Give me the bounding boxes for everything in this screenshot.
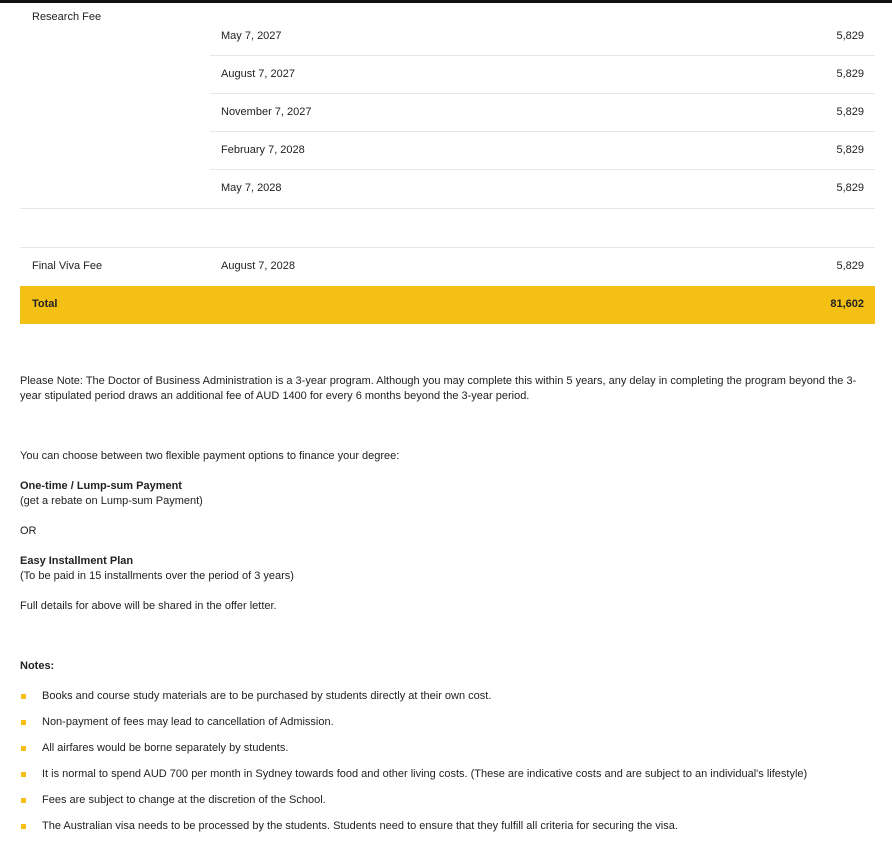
installment-amount: 5,829 — [836, 30, 864, 42]
notes-heading: Notes: — [20, 660, 55, 672]
note-text: It is normal to spend AUD 700 per month in Sydney towards food and other living costs. (These are indicative costs and are subject to an individual's lifestyle) — [42, 768, 808, 780]
note-text: The Australian visa needs to be processed by the students. Students need to ensure that they fulfill all criteria for securing the visa. — [42, 820, 678, 832]
lump-sum-subtitle: (get a rebate on Lump-sum Payment) — [20, 495, 203, 507]
table-row — [20, 18, 875, 56]
installment-date: May 7, 2028 — [221, 182, 282, 194]
payment-intro: You can choose between two flexible payment options to finance your degree: — [20, 450, 400, 462]
list-item — [20, 689, 875, 715]
note-text: Fees are subject to change at the discretion of the School. — [42, 794, 326, 806]
list-item — [20, 767, 875, 793]
installment-date: August 7, 2027 — [221, 68, 296, 80]
installment-date: May 7, 2027 — [221, 30, 282, 42]
table-row — [20, 170, 875, 209]
total-label: Total — [32, 298, 58, 310]
installment-date: November 7, 2027 — [221, 106, 312, 118]
total-row — [20, 286, 875, 324]
notes-list-container — [20, 689, 875, 845]
final-viva-fee-label: Final Viva Fee — [32, 260, 103, 272]
lump-sum-title: One-time / Lump-sum Payment — [20, 480, 182, 492]
installment-amount: 5,829 — [836, 68, 864, 80]
list-item — [20, 715, 875, 741]
installment-amount: 5,829 — [836, 144, 864, 156]
table-row-final-viva — [20, 248, 875, 286]
research-fee-label: Research Fee — [32, 11, 102, 23]
square-bullet-icon — [21, 772, 26, 777]
installment-amount: 5,829 — [836, 182, 864, 194]
table-row — [20, 56, 875, 94]
list-item — [20, 741, 875, 767]
final-viva-amount: 5,829 — [836, 260, 864, 272]
square-bullet-icon — [21, 694, 26, 699]
note-text: Non-payment of fees may lead to cancellation of Admission. — [42, 716, 334, 728]
table-row — [20, 94, 875, 132]
offer-letter-note: Full details for above will be shared in the offer letter. — [20, 600, 277, 612]
installment-amount: 5,829 — [836, 106, 864, 118]
or-label: OR — [20, 525, 37, 537]
installment-date: February 7, 2028 — [221, 144, 305, 156]
note-text: Books and course study materials are to be purchased by students directly at their own cost. — [42, 690, 492, 702]
table-row — [20, 132, 875, 170]
empty-row — [20, 209, 875, 248]
top-border — [0, 0, 892, 3]
notes-list — [20, 689, 875, 845]
square-bullet-icon — [21, 798, 26, 803]
program-duration-note: Please Note: The Doctor of Business Administration is a 3-year program. Although you may complete this within 5 years, any delay in completing the program beyond the 3-year stipulated period draws an additional fee of AUD 1400 for every 6 months beyond the 3-year period. — [20, 375, 857, 402]
square-bullet-icon — [21, 720, 26, 725]
list-item — [20, 819, 875, 845]
square-bullet-icon — [21, 746, 26, 751]
square-bullet-icon — [21, 824, 26, 829]
final-viva-date: August 7, 2028 — [221, 260, 296, 272]
installment-plan-title: Easy Installment Plan — [20, 555, 134, 567]
note-text: All airfares would be borne separately by students. — [42, 742, 289, 754]
installment-plan-subtitle: (To be paid in 15 installments over the period of 3 years) — [20, 570, 294, 582]
total-amount: 81,602 — [830, 298, 864, 310]
list-item — [20, 793, 875, 819]
